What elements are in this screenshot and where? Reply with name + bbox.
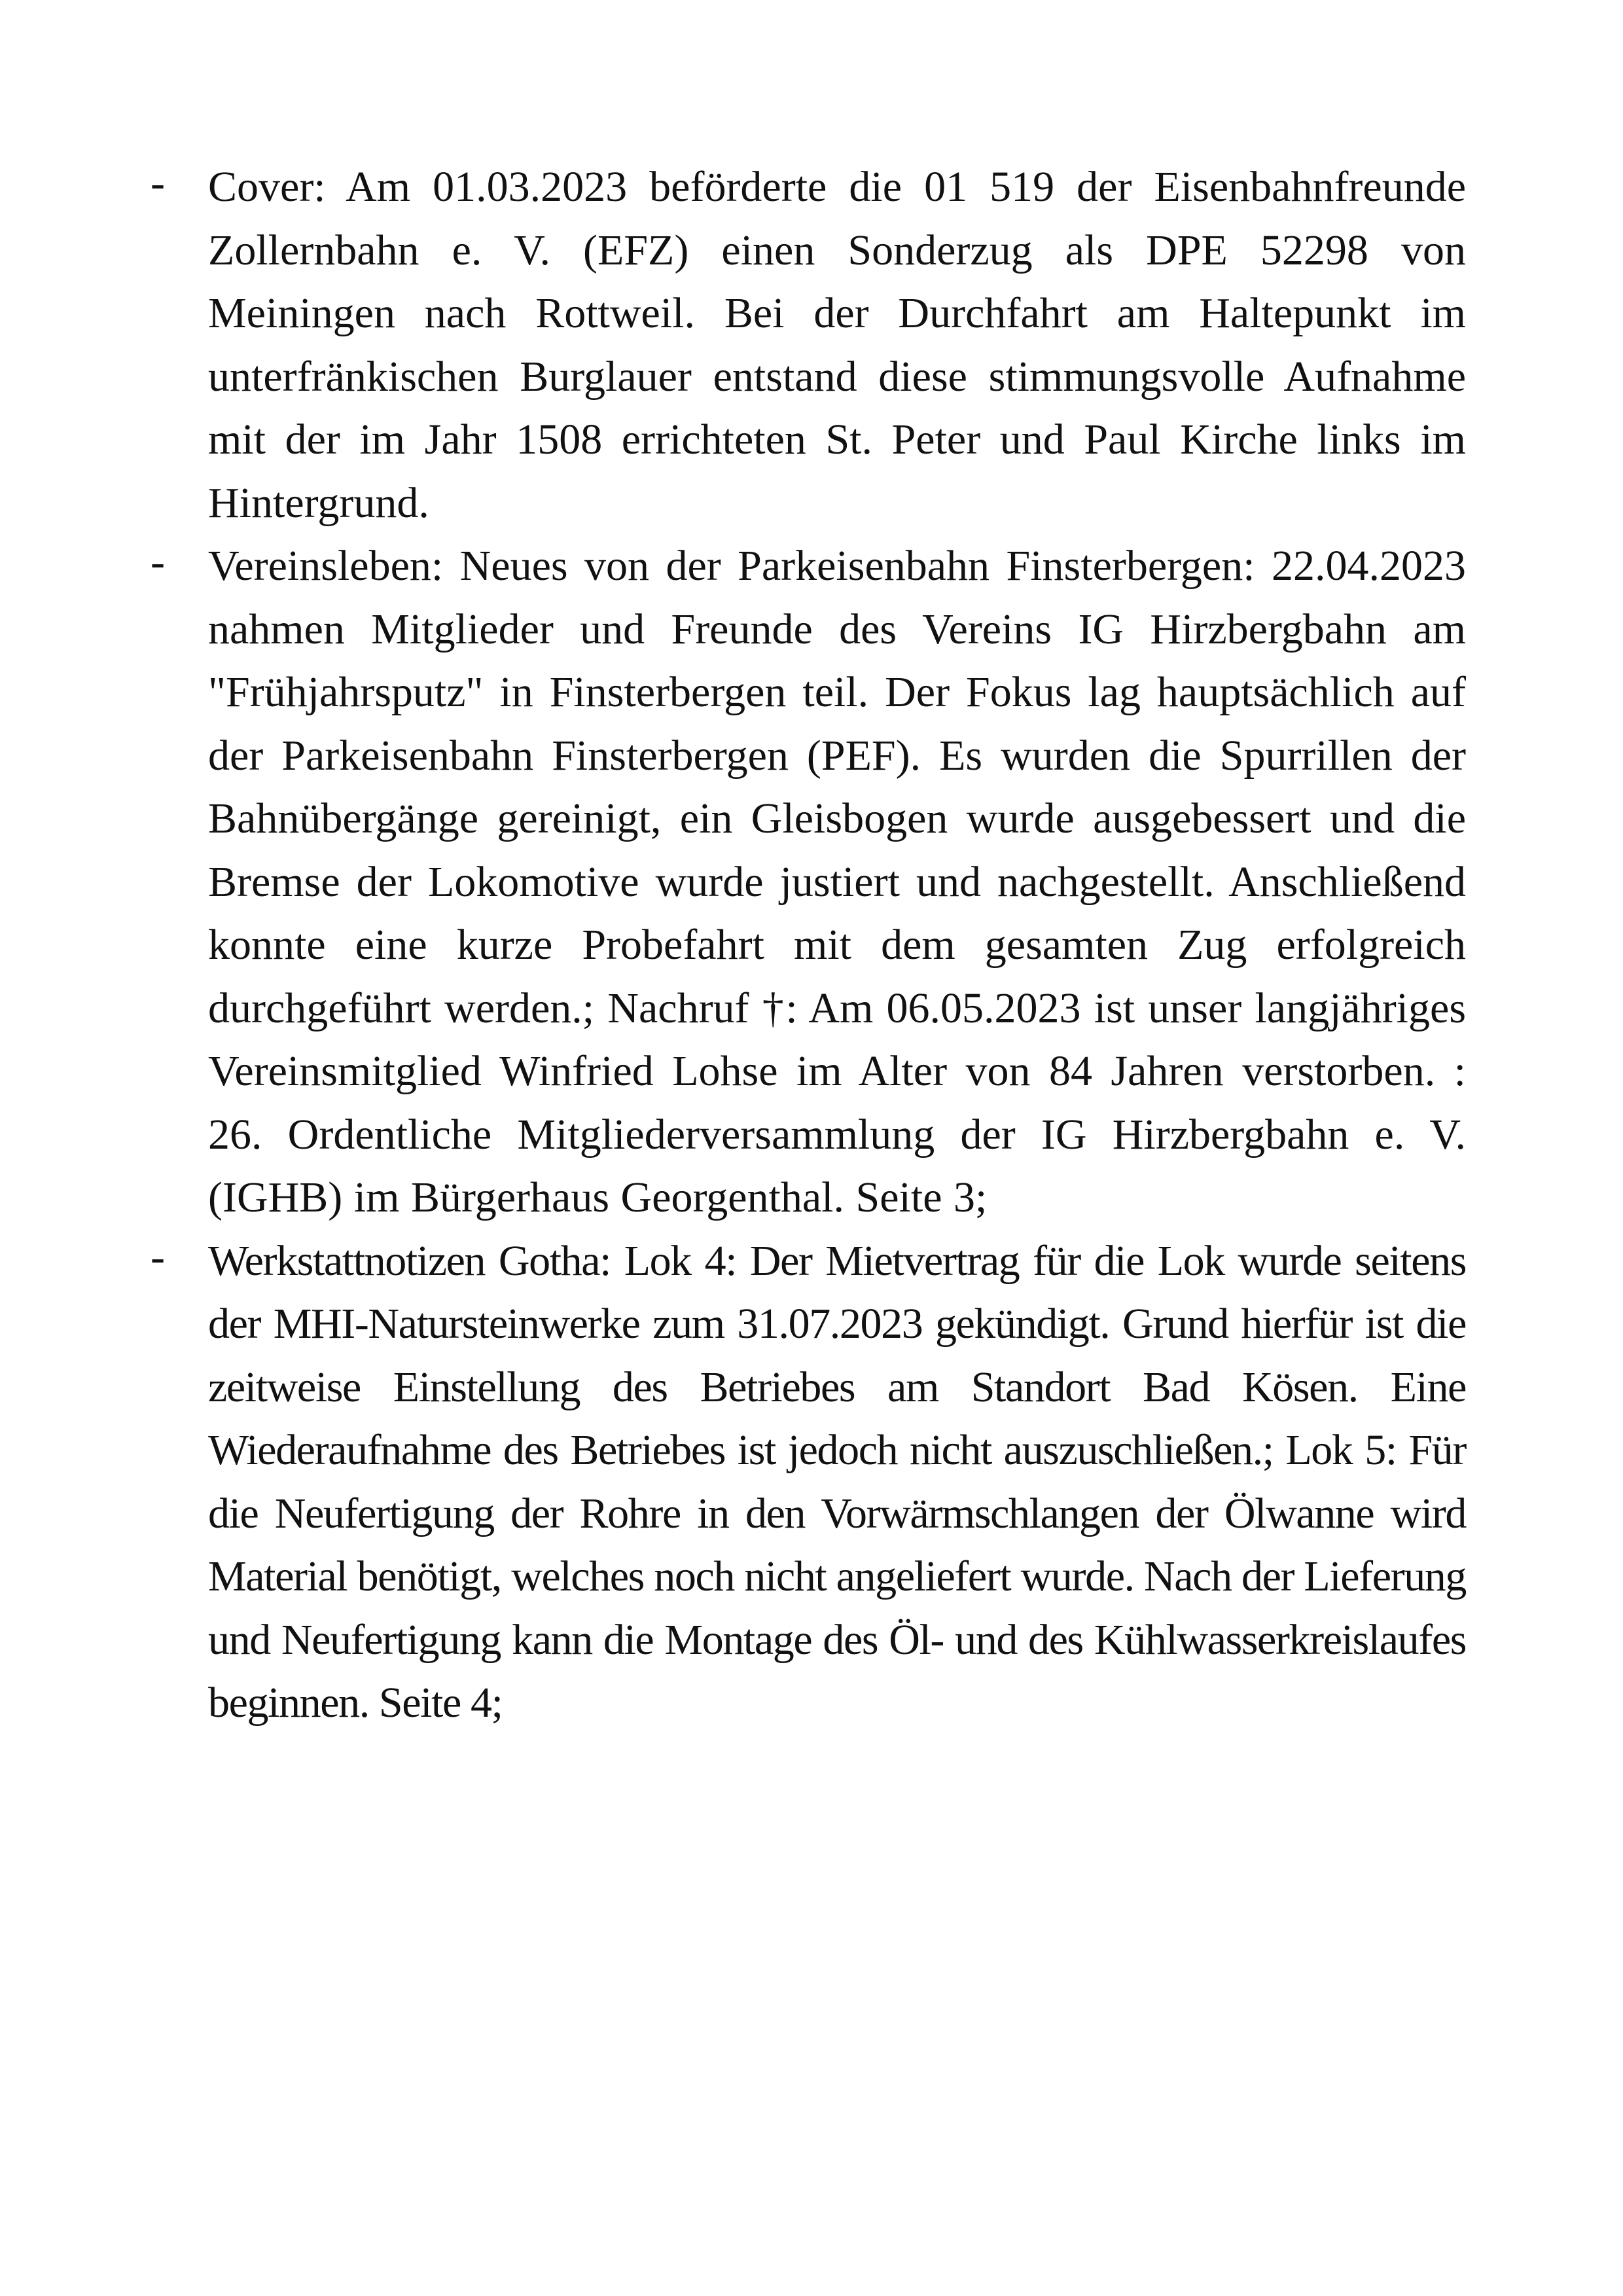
list-item-text: Werkstattnotizen Gotha: Lok 4: Der Mietvertrag für die Lok wurde seitens der MHI-Natursteinwerke zum 31.07.2023 gekündigt. Grund hierfür ist die zeitweise Einstellung des Betriebes am Standort Bad Kösen. Eine Wiederaufnahme des Betriebes ist jedoch nicht auszuschließen.; Lok 5: Für die Neufertigung der Rohre in den Vorwärmschlangen der Ölwanne wird Material benötigt, welches noch nicht angeliefert wurde. Nach der Lieferung und Neufertigung kann die Montage des Öl- und des Kühlwasserkreislaufes beginnen. Seite 4; [208,1236,1466,1727]
list-item-werkstattnotizen [151,1230,1466,1735]
list-bullet: - [151,159,165,207]
list-bullet: - [151,538,165,586]
contents-list [151,156,1466,1735]
list-item-vereinsleben [151,535,1466,1230]
list-bullet: - [151,1232,165,1281]
list-item-cover [151,156,1466,535]
list-item-text: Cover: Am 01.03.2023 beförderte die 01 519 der Eisenbahnfreunde Zollernbahn e. V. (EFZ) einen Sonderzug als DPE 52298 von Meiningen nach Rottweil. Bei der Durchfahrt am Haltepunkt im unterfränkischen Burglauer entstand diese stimmungsvolle Aufnahme mit der im Jahr 1508 errichteten St. Peter und Paul Kirche links im Hintergrund. [208,163,1466,527]
list-item-text: Vereinsleben: Neues von der Parkeisenbahn Finsterbergen: 22.04.2023 nahmen Mitglieder und Freunde des Vereins IG Hirzbergbahn am "Frühjahrsputz" in Finsterbergen teil. Der Fokus lag hauptsächlich auf der Parkeisenbahn Finsterbergen (PEF). Es wurden die Spurrillen der Bahnübergänge gereinigt, ein Gleisbogen wurde ausgebessert und die Bremse der Lokomotive wurde justiert und nachgestellt. Anschließend konnte eine kurze Probefahrt mit dem gesamten Zug erfolgreich durchgeführt werden.; Nachruf †: Am 06.05.2023 ist unser langjähriges Vereinsmitglied Winfried Lohse im Alter von 84 Jahren verstorben. : 26. Ordentliche Mitgliederversammlung der IG Hirzbergbahn e. V. (IGHB) im Bürgerhaus Georgenthal. Seite 3; [208,542,1466,1221]
